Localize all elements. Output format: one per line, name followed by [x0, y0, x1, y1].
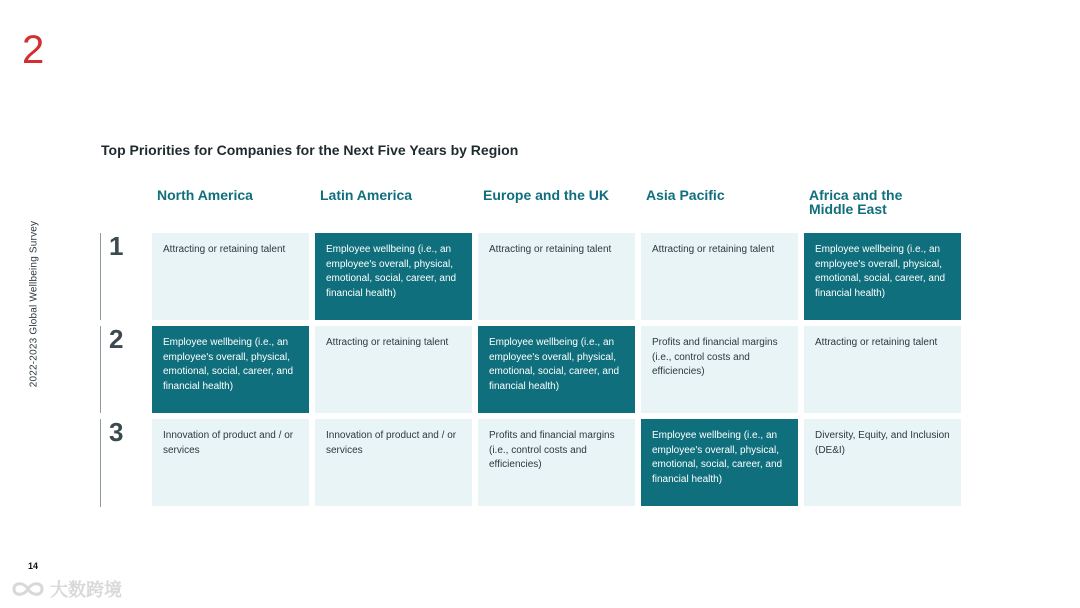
priority-cell: Attracting or retaining talent [478, 233, 635, 320]
priority-cell: Attracting or retaining talent [804, 326, 961, 413]
region-header-north-america: North America [157, 187, 253, 203]
priority-cell: Employee wellbeing (i.e., an employee's overall, physical, emotional, social, career, and financial health) [478, 326, 635, 413]
region-header-latin-america: Latin America [320, 187, 413, 203]
survey-side-label: 2022-2023 Global Wellbeing Survey [28, 220, 40, 388]
region-header-africa-middle-east: Africa and the Middle East [809, 187, 903, 217]
priority-cell: Innovation of product and / or services [315, 419, 472, 506]
region-header-asia-pacific: Asia Pacific [646, 187, 725, 203]
watermark-logo-icon [10, 578, 46, 600]
priority-cell: Attracting or retaining talent [315, 326, 472, 413]
priority-cell: Profits and financial margins (i.e., control costs and efficiencies) [641, 326, 798, 413]
table-title: Top Priorities for Companies for the Next Five Years by Region [101, 142, 519, 158]
priority-cell: Employee wellbeing (i.e., an employee's overall, physical, emotional, social, career, and financial health) [315, 233, 472, 320]
priority-cell: Attracting or retaining talent [152, 233, 309, 320]
priority-cell: Attracting or retaining talent [641, 233, 798, 320]
watermark [10, 576, 122, 602]
page-number: 14 [28, 561, 39, 571]
region-header-europe-uk: Europe and the UK [483, 187, 610, 203]
region-header-row [152, 188, 962, 228]
rank-label-2: 2 [109, 324, 124, 354]
rank-label-3: 3 [109, 417, 124, 447]
priority-cell: Employee wellbeing (i.e., an employee's overall, physical, emotional, social, career, and financial health) [641, 419, 798, 506]
rank-divider [100, 419, 101, 507]
priority-cell: Profits and financial margins (i.e., control costs and efficiencies) [478, 419, 635, 506]
section-number: 2 [22, 28, 45, 72]
priority-cell: Employee wellbeing (i.e., an employee's overall, physical, emotional, social, career, and financial health) [152, 326, 309, 413]
rank-divider [100, 233, 101, 320]
rank-column [100, 233, 140, 507]
priority-cell: Innovation of product and / or services [152, 419, 309, 506]
priority-cell: Diversity, Equity, and Inclusion (DE&I) [804, 419, 961, 506]
watermark-text: 大数跨境 [50, 580, 122, 601]
rank-label-1: 1 [109, 231, 124, 261]
priority-grid [152, 233, 962, 507]
rank-divider [100, 326, 101, 413]
priority-cell: Employee wellbeing (i.e., an employee's overall, physical, emotional, social, career, and financial health) [804, 233, 961, 320]
